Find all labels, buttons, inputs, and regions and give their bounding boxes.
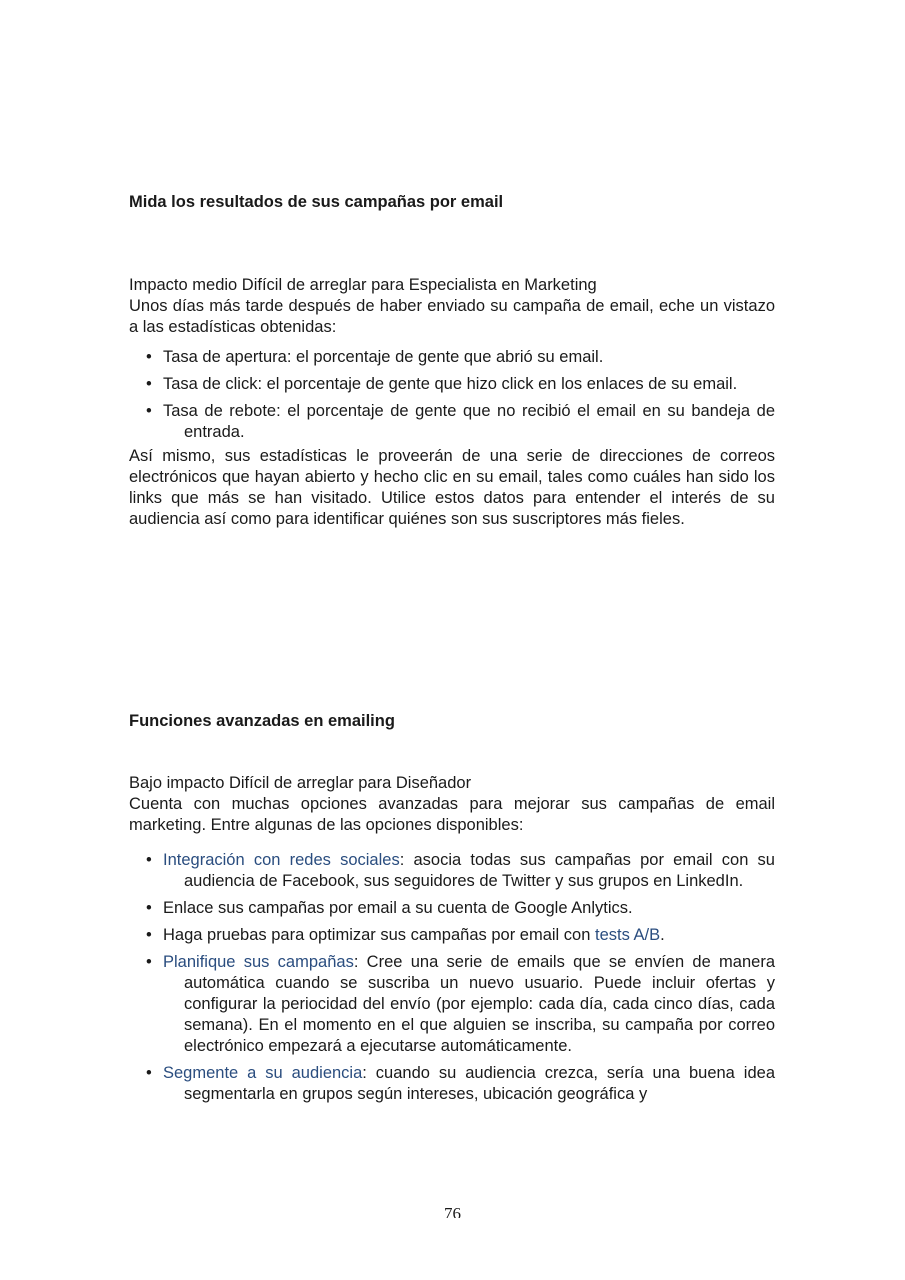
section-meta: Impacto medio Difícil de arreglar para Especialista en Marketing: [129, 276, 597, 294]
section-title: Funciones avanzadas en emailing: [129, 712, 395, 730]
bullet-icon: •: [146, 348, 152, 366]
intro-paragraph: Unos días más tarde después de haber enviado su campaña de email, eche un vistazo a las estadísticas obtenidas:: [129, 297, 775, 336]
bullet-icon: •: [146, 375, 152, 393]
page-number: 76: [444, 1204, 461, 1218]
section-title: Mida los resultados de sus campañas por email: [129, 193, 504, 211]
social-integration-link[interactable]: Integración con redes sociales: [163, 851, 400, 869]
bullet-icon: •: [146, 926, 152, 944]
section-body: [129, 794, 775, 1111]
features-list: [129, 850, 775, 1105]
list-item: • Planifique sus campañas: Cree una serie de emails que se envíen de manera automática cuando se suscriba un nuevo usuario. Puede incluir ofertas y configurar la periocidad del envío (por ejemplo: cada día, cada cinco días, cada semana). En el momento en el que alguien se inscriba, su campaña por correo electrónico empezará a ejecutarse automáticamente.: [146, 953, 775, 1055]
section-body: [129, 296, 775, 530]
segment-audience-link[interactable]: Segmente a su audiencia: [163, 1064, 363, 1082]
list-item: • Integración con redes sociales: asocia todas sus campañas por email con su audiencia de Facebook, sus seguidores de Twitter y sus grupos en LinkedIn.: [146, 851, 775, 890]
list-item: • Segmente a su audiencia: cuando su audiencia crezca, sería una buena idea segmentarla en grupos según intereses, ubicación geográfica y: [146, 1064, 775, 1103]
closing-paragraph: Así mismo, sus estadísticas le proveerán de una serie de direcciones de correos electrónicos que hayan abierto y hecho clic en su email, tales como cuáles han sido los links que más se han visitado. Utilice estos datos para entender el interés de su audiencia así como para identificar quiénes son sus suscriptores más fieles.: [129, 447, 775, 528]
schedule-campaigns-link[interactable]: Planifique sus campañas: [163, 953, 354, 971]
bullet-icon: •: [146, 1064, 152, 1082]
ab-tests-link[interactable]: tests A/B: [594, 926, 661, 944]
list-item: • Enlace sus campañas por email a su cuenta de Google Anlytics.: [146, 899, 633, 917]
metrics-list: [129, 347, 775, 443]
list-item: • Haga pruebas para optimizar sus campañas por email con tests A/B.: [146, 926, 665, 944]
bullet-icon: •: [146, 402, 152, 420]
bullet-icon: •: [146, 953, 152, 971]
bullet-icon: •: [146, 851, 152, 869]
list-item: • Tasa de rebote: el porcentaje de gente que no recibió el email en su bandeja de entrada.: [146, 402, 775, 441]
bullet-icon: •: [146, 899, 152, 917]
list-item: • Tasa de apertura: el porcentaje de gente que abrió su email.: [146, 348, 604, 366]
intro-paragraph: Cuenta con muchas opciones avanzadas para mejorar sus campañas de email marketing. Entre algunas de las opciones disponibles:: [129, 795, 775, 834]
section-meta: Bajo impacto Difícil de arreglar para Diseñador: [129, 774, 472, 792]
list-item: • Tasa de click: el porcentaje de gente que hizo click en los enlaces de su email.: [146, 375, 738, 393]
